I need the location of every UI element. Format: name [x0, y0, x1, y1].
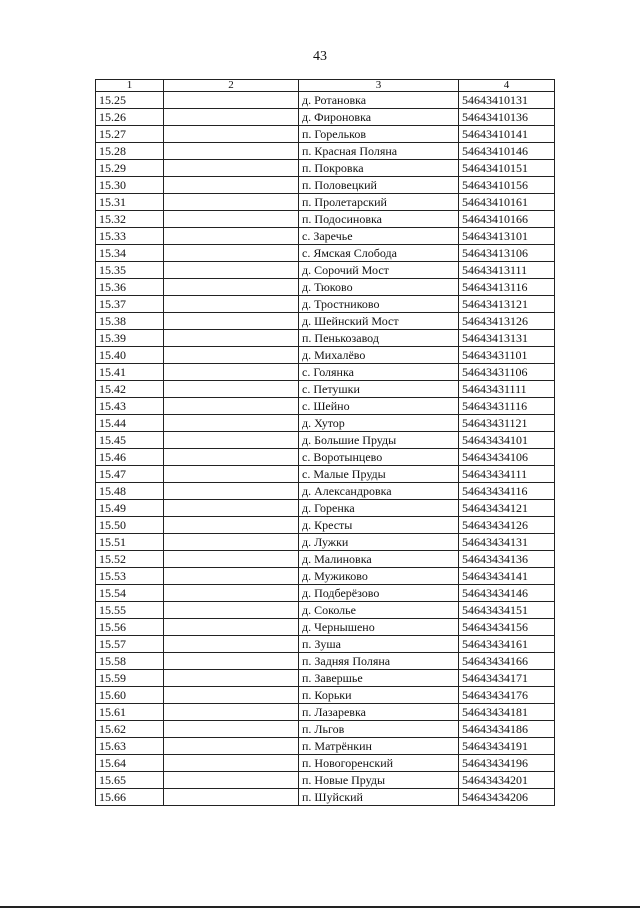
settlement-name-cell: д. Чернышено: [299, 619, 459, 636]
settlement-name-cell: с. Малые Пруды: [299, 466, 459, 483]
table-row: [96, 415, 555, 432]
table-body: [96, 92, 555, 806]
okato-code-cell: 54643413106: [459, 245, 555, 262]
row-col2-cell: [164, 143, 299, 160]
row-number-cell: 15.45: [96, 432, 164, 449]
settlement-name-cell: п. Корьки: [299, 687, 459, 704]
okato-code-cell: 54643413111: [459, 262, 555, 279]
okato-code-cell: 54643434136: [459, 551, 555, 568]
okato-code-cell: 54643431116: [459, 398, 555, 415]
row-number-cell: 15.31: [96, 194, 164, 211]
settlement-name-cell: д. Большие Пруды: [299, 432, 459, 449]
row-number-cell: 15.65: [96, 772, 164, 789]
row-number-cell: 15.25: [96, 92, 164, 109]
okato-code-cell: 54643410141: [459, 126, 555, 143]
row-number-cell: 15.55: [96, 602, 164, 619]
table-row: [96, 143, 555, 160]
okato-code-cell: 54643434131: [459, 534, 555, 551]
okato-code-cell: 54643431106: [459, 364, 555, 381]
settlement-name-cell: с. Голянка: [299, 364, 459, 381]
row-col2-cell: [164, 160, 299, 177]
settlement-name-cell: д. Хутор: [299, 415, 459, 432]
row-number-cell: 15.39: [96, 330, 164, 347]
row-number-cell: 15.47: [96, 466, 164, 483]
settlement-name-cell: д. Кресты: [299, 517, 459, 534]
row-col2-cell: [164, 534, 299, 551]
settlement-name-cell: п. Шуйский: [299, 789, 459, 806]
row-number-cell: 15.33: [96, 228, 164, 245]
okato-code-cell: 54643413121: [459, 296, 555, 313]
row-col2-cell: [164, 755, 299, 772]
row-number-cell: 15.48: [96, 483, 164, 500]
settlement-name-cell: д. Александровка: [299, 483, 459, 500]
settlement-name-cell: п. Матрёнкин: [299, 738, 459, 755]
table-row: [96, 211, 555, 228]
row-number-cell: 15.52: [96, 551, 164, 568]
settlement-name-cell: с. Петушки: [299, 381, 459, 398]
row-col2-cell: [164, 279, 299, 296]
row-number-cell: 15.46: [96, 449, 164, 466]
table-row: [96, 160, 555, 177]
row-col2-cell: [164, 789, 299, 806]
row-col2-cell: [164, 619, 299, 636]
row-col2-cell: [164, 109, 299, 126]
table-row: [96, 585, 555, 602]
table-row: [96, 262, 555, 279]
settlement-name-cell: п. Задняя Поляна: [299, 653, 459, 670]
table-row: [96, 449, 555, 466]
row-col2-cell: [164, 296, 299, 313]
table-row: [96, 704, 555, 721]
okato-code-cell: 54643434146: [459, 585, 555, 602]
row-number-cell: 15.58: [96, 653, 164, 670]
row-number-cell: 15.37: [96, 296, 164, 313]
row-col2-cell: [164, 721, 299, 738]
settlement-name-cell: д. Тюково: [299, 279, 459, 296]
okato-code-cell: 54643434151: [459, 602, 555, 619]
okato-code-cell: 54643410161: [459, 194, 555, 211]
row-col2-cell: [164, 126, 299, 143]
row-col2-cell: [164, 483, 299, 500]
table-row: [96, 755, 555, 772]
table-row: [96, 636, 555, 653]
table-row: [96, 432, 555, 449]
table-row: [96, 126, 555, 143]
table-row: [96, 670, 555, 687]
row-col2-cell: [164, 670, 299, 687]
row-col2-cell: [164, 228, 299, 245]
row-number-cell: 15.61: [96, 704, 164, 721]
table-header-row: [96, 80, 555, 92]
okato-code-cell: 54643413101: [459, 228, 555, 245]
okato-code-cell: 54643434201: [459, 772, 555, 789]
row-col2-cell: [164, 211, 299, 228]
okato-code-cell: 54643434156: [459, 619, 555, 636]
settlement-name-cell: п. Завершье: [299, 670, 459, 687]
okato-code-cell: 54643434176: [459, 687, 555, 704]
row-number-cell: 15.30: [96, 177, 164, 194]
header-col-2: 2: [164, 80, 299, 92]
settlement-name-cell: п. Половецкий: [299, 177, 459, 194]
okato-code-cell: 54643413131: [459, 330, 555, 347]
table-row: [96, 500, 555, 517]
okato-code-cell: 54643410166: [459, 211, 555, 228]
okato-code-cell: 54643434191: [459, 738, 555, 755]
settlement-name-cell: п. Зуша: [299, 636, 459, 653]
settlements-table: [95, 79, 555, 806]
okato-code-cell: 54643410131: [459, 92, 555, 109]
settlement-name-cell: с. Воротынцево: [299, 449, 459, 466]
page-bottom-rule: [0, 906, 640, 908]
row-number-cell: 15.51: [96, 534, 164, 551]
settlement-name-cell: д. Подберёзово: [299, 585, 459, 602]
row-number-cell: 15.64: [96, 755, 164, 772]
settlement-name-cell: д. Мужиково: [299, 568, 459, 585]
table-row: [96, 381, 555, 398]
row-col2-cell: [164, 500, 299, 517]
okato-code-cell: 54643434126: [459, 517, 555, 534]
row-col2-cell: [164, 466, 299, 483]
settlement-name-cell: п. Новогоренский: [299, 755, 459, 772]
table-row: [96, 245, 555, 262]
row-col2-cell: [164, 551, 299, 568]
settlement-name-cell: д. Фироновка: [299, 109, 459, 126]
row-col2-cell: [164, 687, 299, 704]
table-row: [96, 687, 555, 704]
table-row: [96, 483, 555, 500]
row-number-cell: 15.40: [96, 347, 164, 364]
table-row: [96, 177, 555, 194]
okato-code-cell: 54643410146: [459, 143, 555, 160]
okato-code-cell: 54643410151: [459, 160, 555, 177]
settlement-name-cell: п. Красная Поляна: [299, 143, 459, 160]
settlement-name-cell: д. Сорочий Мост: [299, 262, 459, 279]
okato-code-cell: 54643413126: [459, 313, 555, 330]
row-col2-cell: [164, 177, 299, 194]
settlement-name-cell: п. Новые Пруды: [299, 772, 459, 789]
row-col2-cell: [164, 432, 299, 449]
row-number-cell: 15.28: [96, 143, 164, 160]
settlement-name-cell: д. Михалёво: [299, 347, 459, 364]
okato-code-cell: 54643431101: [459, 347, 555, 364]
okato-code-cell: 54643434196: [459, 755, 555, 772]
okato-code-cell: 54643434106: [459, 449, 555, 466]
table-row: [96, 568, 555, 585]
row-col2-cell: [164, 568, 299, 585]
table-row: [96, 228, 555, 245]
okato-code-cell: 54643434206: [459, 789, 555, 806]
row-col2-cell: [164, 738, 299, 755]
settlement-name-cell: п. Горельков: [299, 126, 459, 143]
settlement-name-cell: д. Горенка: [299, 500, 459, 517]
okato-code-cell: 54643434181: [459, 704, 555, 721]
row-number-cell: 15.27: [96, 126, 164, 143]
row-number-cell: 15.36: [96, 279, 164, 296]
table-row: [96, 466, 555, 483]
table-row: [96, 653, 555, 670]
row-number-cell: 15.63: [96, 738, 164, 755]
table-row: [96, 619, 555, 636]
table-row: [96, 92, 555, 109]
okato-code-cell: 54643413116: [459, 279, 555, 296]
table-row: [96, 534, 555, 551]
row-number-cell: 15.62: [96, 721, 164, 738]
settlement-name-cell: с. Заречье: [299, 228, 459, 245]
table-row: [96, 517, 555, 534]
table-row: [96, 789, 555, 806]
settlement-name-cell: с. Шейно: [299, 398, 459, 415]
okato-code-cell: 54643434111: [459, 466, 555, 483]
table-row: [96, 109, 555, 126]
row-col2-cell: [164, 245, 299, 262]
row-number-cell: 15.41: [96, 364, 164, 381]
okato-code-cell: 54643434171: [459, 670, 555, 687]
table-row: [96, 772, 555, 789]
row-col2-cell: [164, 194, 299, 211]
settlement-name-cell: п. Покровка: [299, 160, 459, 177]
row-number-cell: 15.26: [96, 109, 164, 126]
row-col2-cell: [164, 92, 299, 109]
row-col2-cell: [164, 313, 299, 330]
row-number-cell: 15.34: [96, 245, 164, 262]
okato-code-cell: 54643434166: [459, 653, 555, 670]
okato-code-cell: 54643434186: [459, 721, 555, 738]
row-number-cell: 15.32: [96, 211, 164, 228]
table-row: [96, 364, 555, 381]
row-number-cell: 15.54: [96, 585, 164, 602]
okato-code-cell: 54643434141: [459, 568, 555, 585]
header-col-3: 3: [299, 80, 459, 92]
settlement-name-cell: п. Льгов: [299, 721, 459, 738]
table-row: [96, 330, 555, 347]
row-col2-cell: [164, 704, 299, 721]
row-col2-cell: [164, 398, 299, 415]
row-col2-cell: [164, 364, 299, 381]
table-row: [96, 279, 555, 296]
table-row: [96, 398, 555, 415]
okato-code-cell: 54643434161: [459, 636, 555, 653]
row-col2-cell: [164, 602, 299, 619]
row-col2-cell: [164, 585, 299, 602]
settlement-name-cell: с. Ямская Слобода: [299, 245, 459, 262]
settlement-name-cell: п. Пролетарский: [299, 194, 459, 211]
row-number-cell: 15.35: [96, 262, 164, 279]
settlement-name-cell: д. Малиновка: [299, 551, 459, 568]
okato-code-cell: 54643434121: [459, 500, 555, 517]
okato-code-cell: 54643434101: [459, 432, 555, 449]
header-col-4: 4: [459, 80, 555, 92]
table-row: [96, 313, 555, 330]
table-row: [96, 296, 555, 313]
row-number-cell: 15.53: [96, 568, 164, 585]
settlement-name-cell: п. Подосиновка: [299, 211, 459, 228]
settlement-name-cell: д. Шейнский Мост: [299, 313, 459, 330]
row-col2-cell: [164, 636, 299, 653]
row-number-cell: 15.50: [96, 517, 164, 534]
row-number-cell: 15.29: [96, 160, 164, 177]
row-number-cell: 15.59: [96, 670, 164, 687]
row-col2-cell: [164, 517, 299, 534]
row-col2-cell: [164, 330, 299, 347]
row-col2-cell: [164, 772, 299, 789]
okato-code-cell: 54643434116: [459, 483, 555, 500]
row-number-cell: 15.49: [96, 500, 164, 517]
row-number-cell: 15.44: [96, 415, 164, 432]
row-col2-cell: [164, 381, 299, 398]
settlement-name-cell: д. Тростниково: [299, 296, 459, 313]
table-row: [96, 551, 555, 568]
row-col2-cell: [164, 653, 299, 670]
settlement-name-cell: п. Лазаревка: [299, 704, 459, 721]
row-number-cell: 15.66: [96, 789, 164, 806]
settlement-name-cell: п. Пенькозавод: [299, 330, 459, 347]
settlement-name-cell: д. Ротановка: [299, 92, 459, 109]
row-col2-cell: [164, 347, 299, 364]
table-row: [96, 194, 555, 211]
table-row: [96, 602, 555, 619]
row-number-cell: 15.60: [96, 687, 164, 704]
row-number-cell: 15.42: [96, 381, 164, 398]
okato-code-cell: 54643410136: [459, 109, 555, 126]
settlement-name-cell: д. Сокольe: [299, 602, 459, 619]
okato-code-cell: 54643431121: [459, 415, 555, 432]
row-col2-cell: [164, 449, 299, 466]
table-row: [96, 721, 555, 738]
row-number-cell: 15.57: [96, 636, 164, 653]
table-row: [96, 738, 555, 755]
row-col2-cell: [164, 415, 299, 432]
row-number-cell: 15.56: [96, 619, 164, 636]
header-col-1: 1: [96, 80, 164, 92]
table-row: [96, 347, 555, 364]
row-number-cell: 15.38: [96, 313, 164, 330]
okato-code-cell: 54643410156: [459, 177, 555, 194]
page-number: 43: [313, 49, 327, 64]
okato-code-cell: 54643431111: [459, 381, 555, 398]
settlement-name-cell: д. Лужки: [299, 534, 459, 551]
row-number-cell: 15.43: [96, 398, 164, 415]
row-col2-cell: [164, 262, 299, 279]
